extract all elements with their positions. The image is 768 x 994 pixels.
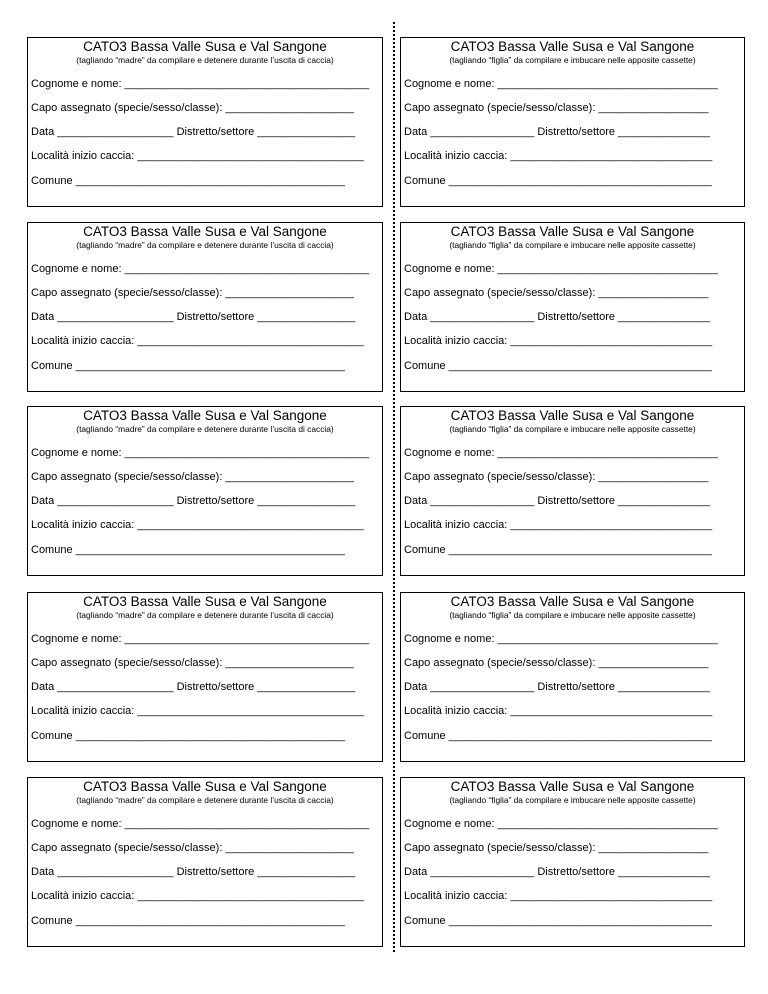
localita-field: Località inizio caccia: _________________________________	[404, 150, 713, 162]
mother-coupon	[27, 222, 383, 392]
mother-coupon	[27, 592, 383, 762]
localita-field: Località inizio caccia: _________________________________	[404, 335, 713, 347]
comune-field: Comune ____________________________________________	[31, 544, 345, 556]
capo-field: Capo assegnato (specie/sesso/classe): _____________________	[31, 287, 354, 299]
data-distretto-field: Data ___________________ Distretto/settore ________________	[31, 311, 356, 323]
name-field: Cognome e nome: ____________________________________	[404, 263, 718, 275]
coupon-subtitle: (tagliando “madre” da compilare e detenere durante l’uscita di caccia)	[76, 610, 334, 620]
localita-field: Località inizio caccia: _________________________________	[404, 519, 713, 531]
capo-field: Capo assegnato (specie/sesso/classe): __________________	[404, 842, 709, 854]
coupon-title: CATO3 Bassa Valle Susa e Val Sangone	[83, 224, 327, 239]
name-field: Cognome e nome: ____________________________________	[404, 78, 718, 90]
coupon-subtitle: (tagliando “figlia” da compilare e imbucare nelle apposite cassette)	[449, 795, 696, 805]
coupon-subtitle: (tagliando “madre” da compilare e detenere durante l’uscita di caccia)	[76, 795, 334, 805]
localita-field: Località inizio caccia: _____________________________________	[31, 335, 364, 347]
coupon-subtitle: (tagliando “figlia” da compilare e imbucare nelle apposite cassette)	[449, 240, 696, 250]
capo-field: Capo assegnato (specie/sesso/classe): _____________________	[31, 842, 354, 854]
data-distretto-field: Data _________________ Distretto/settore _______________	[404, 311, 710, 323]
coupon-subtitle: (tagliando “madre” da compilare e detenere durante l’uscita di caccia)	[76, 240, 334, 250]
data-distretto-field: Data ___________________ Distretto/settore ________________	[31, 126, 356, 138]
localita-field: Località inizio caccia: _________________________________	[404, 705, 713, 717]
daughter-coupon	[400, 37, 745, 207]
name-field: Cognome e nome: ________________________________________	[31, 818, 370, 830]
localita-field: Località inizio caccia: _____________________________________	[31, 890, 364, 902]
coupon-title: CATO3 Bassa Valle Susa e Val Sangone	[450, 408, 695, 423]
comune-field: Comune ___________________________________________	[404, 730, 712, 742]
coupon-title: CATO3 Bassa Valle Susa e Val Sangone	[450, 594, 695, 609]
coupon-row	[0, 406, 768, 576]
daughter-coupon	[400, 406, 745, 576]
coupon-row	[0, 37, 768, 207]
coupon-title: CATO3 Bassa Valle Susa e Val Sangone	[450, 224, 695, 239]
data-distretto-field: Data _________________ Distretto/settore _______________	[404, 126, 710, 138]
name-field: Cognome e nome: ________________________________________	[31, 263, 370, 275]
data-distretto-field: Data ___________________ Distretto/settore ________________	[31, 495, 356, 507]
data-distretto-field: Data ___________________ Distretto/settore ________________	[31, 681, 356, 693]
coupon-title: CATO3 Bassa Valle Susa e Val Sangone	[83, 779, 327, 794]
coupon-subtitle: (tagliando “figlia” da compilare e imbucare nelle apposite cassette)	[449, 424, 696, 434]
data-distretto-field: Data _________________ Distretto/settore _______________	[404, 866, 710, 878]
capo-field: Capo assegnato (specie/sesso/classe): __________________	[404, 287, 709, 299]
comune-field: Comune ___________________________________________	[404, 915, 712, 927]
data-distretto-field: Data _________________ Distretto/settore _______________	[404, 681, 710, 693]
name-field: Cognome e nome: ____________________________________	[404, 447, 718, 459]
capo-field: Capo assegnato (specie/sesso/classe): _____________________	[31, 102, 354, 114]
mother-coupon	[27, 406, 383, 576]
comune-field: Comune ___________________________________________	[404, 175, 712, 187]
coupon-title: CATO3 Bassa Valle Susa e Val Sangone	[450, 779, 695, 794]
name-field: Cognome e nome: ____________________________________	[404, 818, 718, 830]
comune-field: Comune ____________________________________________	[31, 730, 345, 742]
coupon-subtitle: (tagliando “figlia” da compilare e imbucare nelle apposite cassette)	[449, 610, 696, 620]
localita-field: Località inizio caccia: _________________________________	[404, 890, 713, 902]
coupon-title: CATO3 Bassa Valle Susa e Val Sangone	[83, 594, 327, 609]
data-distretto-field: Data ___________________ Distretto/settore ________________	[31, 866, 356, 878]
coupon-subtitle: (tagliando “madre” da compilare e detenere durante l’uscita di caccia)	[76, 424, 334, 434]
comune-field: Comune ____________________________________________	[31, 915, 345, 927]
coupon-row	[0, 222, 768, 392]
data-distretto-field: Data _________________ Distretto/settore _______________	[404, 495, 710, 507]
coupon-subtitle: (tagliando “madre” da compilare e detenere durante l’uscita di caccia)	[76, 55, 334, 65]
comune-field: Comune ____________________________________________	[31, 175, 345, 187]
daughter-coupon	[400, 777, 745, 947]
capo-field: Capo assegnato (specie/sesso/classe): __________________	[404, 657, 709, 669]
comune-field: Comune ____________________________________________	[31, 360, 345, 372]
comune-field: Comune ___________________________________________	[404, 544, 712, 556]
coupon-row	[0, 592, 768, 762]
comune-field: Comune ___________________________________________	[404, 360, 712, 372]
capo-field: Capo assegnato (specie/sesso/classe): __________________	[404, 102, 709, 114]
name-field: Cognome e nome: ________________________________________	[31, 447, 370, 459]
name-field: Cognome e nome: ____________________________________	[404, 633, 718, 645]
daughter-coupon	[400, 592, 745, 762]
capo-field: Capo assegnato (specie/sesso/classe): __________________	[404, 471, 709, 483]
daughter-coupon	[400, 222, 745, 392]
name-field: Cognome e nome: ________________________________________	[31, 78, 370, 90]
coupon-subtitle: (tagliando “figlia” da compilare e imbucare nelle apposite cassette)	[449, 55, 696, 65]
coupon-row	[0, 777, 768, 947]
coupon-title: CATO3 Bassa Valle Susa e Val Sangone	[83, 408, 327, 423]
mother-coupon	[27, 37, 383, 207]
coupon-title: CATO3 Bassa Valle Susa e Val Sangone	[83, 39, 327, 54]
localita-field: Località inizio caccia: _____________________________________	[31, 705, 364, 717]
capo-field: Capo assegnato (specie/sesso/classe): _____________________	[31, 471, 354, 483]
name-field: Cognome e nome: ________________________________________	[31, 633, 370, 645]
mother-coupon	[27, 777, 383, 947]
coupon-title: CATO3 Bassa Valle Susa e Val Sangone	[450, 39, 695, 54]
localita-field: Località inizio caccia: _____________________________________	[31, 150, 364, 162]
localita-field: Località inizio caccia: _____________________________________	[31, 519, 364, 531]
capo-field: Capo assegnato (specie/sesso/classe): _____________________	[31, 657, 354, 669]
